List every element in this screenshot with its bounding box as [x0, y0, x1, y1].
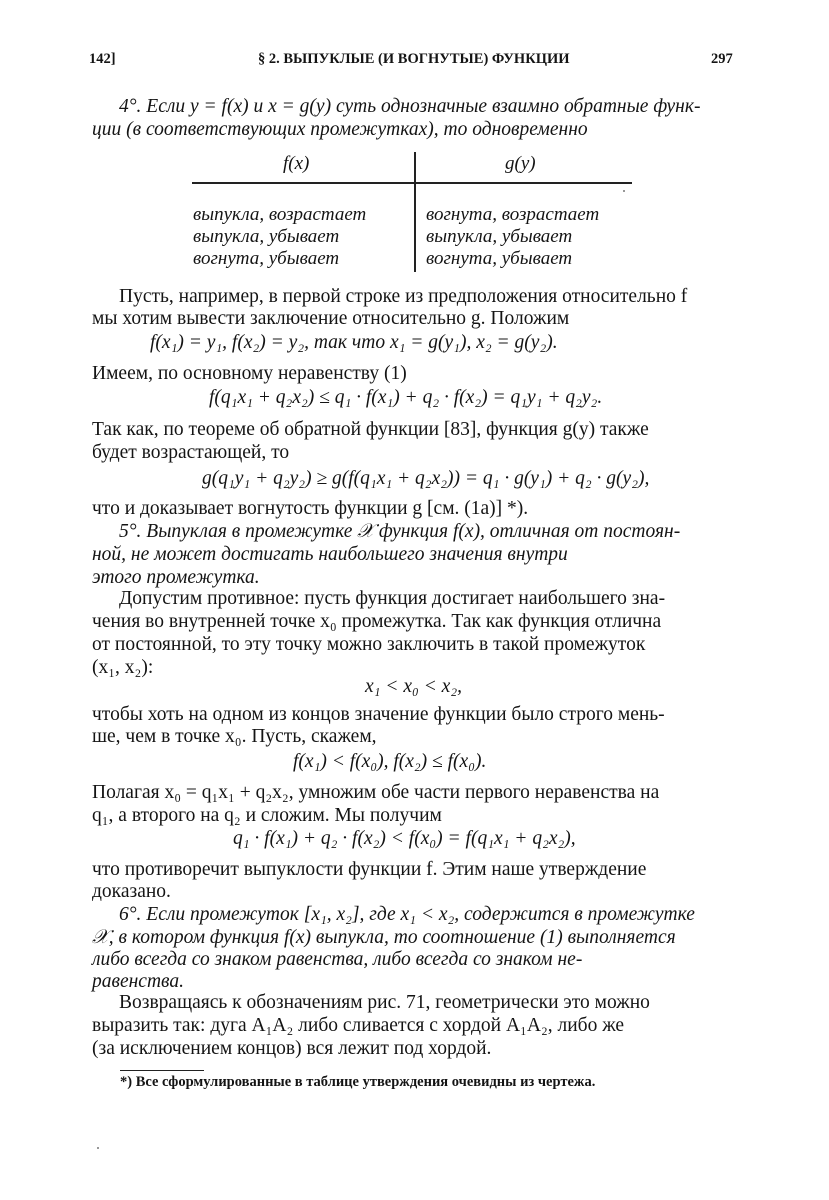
print-speck — [623, 190, 625, 192]
proposition-6-line-3: либо всегда со знаком равенства, либо всегда со знаком не- — [92, 949, 583, 970]
proposition-5-line-2: ной, не может достигать наибольшего значения внутри — [92, 544, 568, 565]
paragraph-7-line-2: q₁, а второго на q₂ и сложим. Мы получим — [92, 805, 442, 826]
paragraph-6-line-1: чтобы хоть на одном из концов значение функции было строго мень- — [92, 704, 665, 725]
paragraph-5-line-3: от постоянной, то эту точку можно заключить в такой промежуток — [92, 634, 646, 655]
running-title: § 2. ВЫПУКЛЫЕ (И ВОГНУТЫЕ) ФУНКЦИИ — [258, 51, 570, 67]
paragraph-4: что и доказывает вогнутость функции g [см. (1a)] *). — [92, 498, 529, 519]
paragraph-9-line-3: (за исключением концов) вся лежит под хордой. — [92, 1038, 492, 1059]
equation-4: x₁ < x₀ < x₂, — [365, 676, 462, 697]
paragraph-8-line-1: что противоречит выпуклости функции f. Этим наше утверждение — [92, 859, 647, 880]
table-header-g: g(y) — [505, 153, 536, 174]
table-header-rule — [192, 182, 632, 184]
paragraph-7-line-1: Полагая x₀ = q₁x₁ + q₂x₂, умножим обе части первого неравенства на — [92, 782, 660, 803]
proposition-4-line-2: ции (в соответствующих промежутках), то одновременно — [92, 119, 588, 140]
paragraph-1-line-2: мы хотим вывести заключение относительно g. Положим — [92, 308, 570, 329]
proposition-6-line-2: 𝒳, в котором функция f(x) выпукла, то соотношение (1) выполняется — [92, 927, 676, 948]
paragraph-9-line-2: выразить так: дуга A₁A₂ либо сливается с хордой A₁A₂, либо же — [92, 1015, 625, 1036]
paragraph-5-line-1: Допустим противное: пусть функция достигает наибольшего зна- — [119, 588, 666, 609]
paragraph-1-line-1: Пусть, например, в первой строке из предположения относительно f — [119, 286, 688, 307]
table-row-2-f: выпукла, убывает — [193, 226, 340, 247]
section-number: 142] — [89, 51, 116, 67]
equation-2: f(q₁x₁ + q₂x₂) ≤ q₁ · f(x₁) + q₂ · f(x₂) = q₁y₁ + q₂y₂. — [209, 387, 603, 408]
paragraph-9-line-1: Возвращаясь к обозначениям рис. 71, геометрически это можно — [119, 992, 650, 1013]
table-row-2-g: выпукла, убывает — [426, 226, 573, 247]
paragraph-6-line-2: ше, чем в точке x₀. Пусть, скажем, — [92, 726, 377, 747]
paragraph-8-line-2: доказано. — [92, 881, 171, 902]
footnote-rule — [120, 1070, 204, 1071]
paragraph-2: Имеем, по основному неравенству (1) — [92, 363, 407, 384]
equation-6: q₁ · f(x₁) + q₂ · f(x₂) < f(x₀) = f(q₁x₁ + q₂x₂), — [233, 828, 576, 849]
table-row-3-f: вогнута, убывает — [193, 248, 340, 269]
proposition-5-line-1: 5°. Выпуклая в промежутке 𝒳 функция f(x), отличная от постоян- — [119, 521, 681, 542]
table-column-divider — [414, 152, 416, 272]
paragraph-3-line-2: будет возрастающей, то — [92, 442, 290, 463]
print-speck — [97, 1147, 99, 1149]
footnote: *) Все сформулированные в таблице утверждения очевидны из чертежа. — [120, 1074, 596, 1090]
equation-5: f(x₁) < f(x₀), f(x₂) ≤ f(x₀). — [293, 751, 487, 772]
page-number: 297 — [711, 51, 733, 67]
paragraph-3-line-1: Так как, по теореме об обратной функции [83], функция g(y) также — [92, 419, 649, 440]
table-row-3-g: вогнута, убывает — [426, 248, 573, 269]
table-row-1-f: выпукла, возрастает — [193, 204, 367, 225]
proposition-6-line-1: 6°. Если промежуток [x₁, x₂], где x₁ < x₂, содержится в промежутке — [119, 904, 695, 925]
equation-3: g(q₁y₁ + q₂y₂) ≥ g(f(q₁x₁ + q₂x₂)) = q₁ · g(y₁) + q₂ · g(y₂), — [202, 468, 650, 489]
proposition-6-line-4: равенства. — [92, 971, 184, 992]
table-header-f: f(x) — [283, 153, 310, 174]
proposition-5-line-3: этого промежутка. — [92, 567, 260, 588]
equation-1: f(x₁) = y₁, f(x₂) = y₂, так что x₁ = g(y₁), x₂ = g(y₂). — [150, 332, 558, 353]
table-row-1-g: вогнута, возрастает — [426, 204, 600, 225]
paragraph-5-line-2: чения во внутренней точке x₀ промежутка. Так как функция отлична — [92, 611, 662, 632]
paragraph-5-line-4: (x₁, x₂): — [92, 657, 154, 678]
proposition-4-line-1: 4°. Если y = f(x) и x = g(y) суть однозначные взаимно обратные функ- — [119, 96, 701, 117]
